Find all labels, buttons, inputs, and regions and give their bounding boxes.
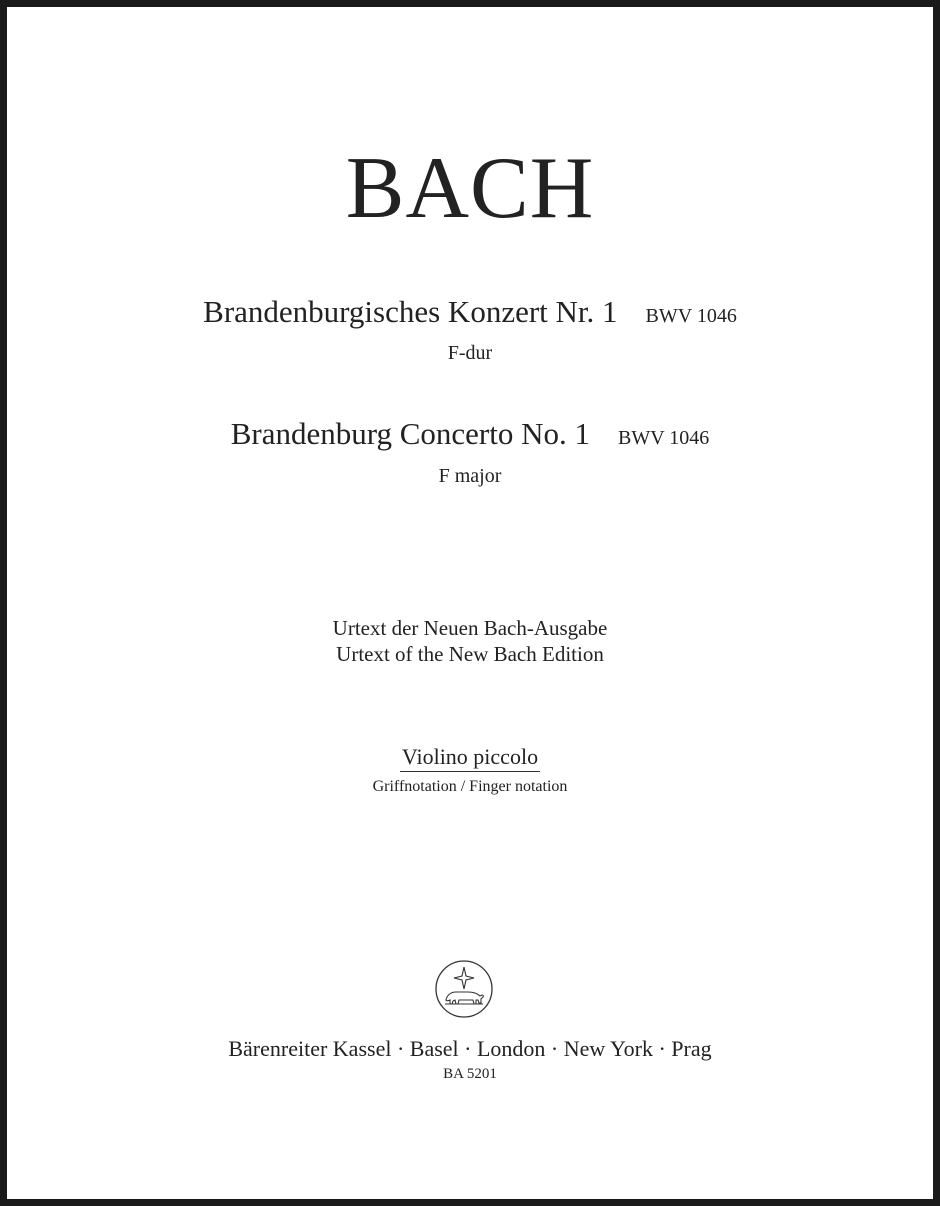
bwv-number-english: BWV 1046: [618, 427, 710, 449]
title-english: [7, 416, 933, 456]
key-german: F-dur: [447, 342, 493, 364]
edition-english: Urtext of the New Bach Edition: [336, 642, 604, 666]
title-page: [7, 7, 933, 1199]
instrument-part: [7, 744, 933, 772]
title-english-text: Brandenburg Concerto No. 1: [230, 416, 590, 451]
composer-name: BACH: [345, 140, 595, 237]
bwv-number-german: BWV 1046: [645, 305, 737, 327]
instrument-name: Violino piccolo: [400, 744, 540, 772]
publisher-cities: Bärenreiter Kassel · Basel · London · New York · Prag: [228, 1036, 712, 1061]
baerenreiter-bear-logo-icon: [434, 959, 494, 1019]
title-german: [7, 294, 933, 334]
title-german-text: Brandenburgisches Konzert Nr. 1: [203, 294, 618, 329]
key-english: F major: [438, 465, 502, 487]
catalog-number: BA 5201: [443, 1066, 497, 1082]
edition-german: Urtext der Neuen Bach-Ausgabe: [332, 616, 608, 640]
notation-type: Griffnotation / Finger notation: [372, 778, 568, 795]
